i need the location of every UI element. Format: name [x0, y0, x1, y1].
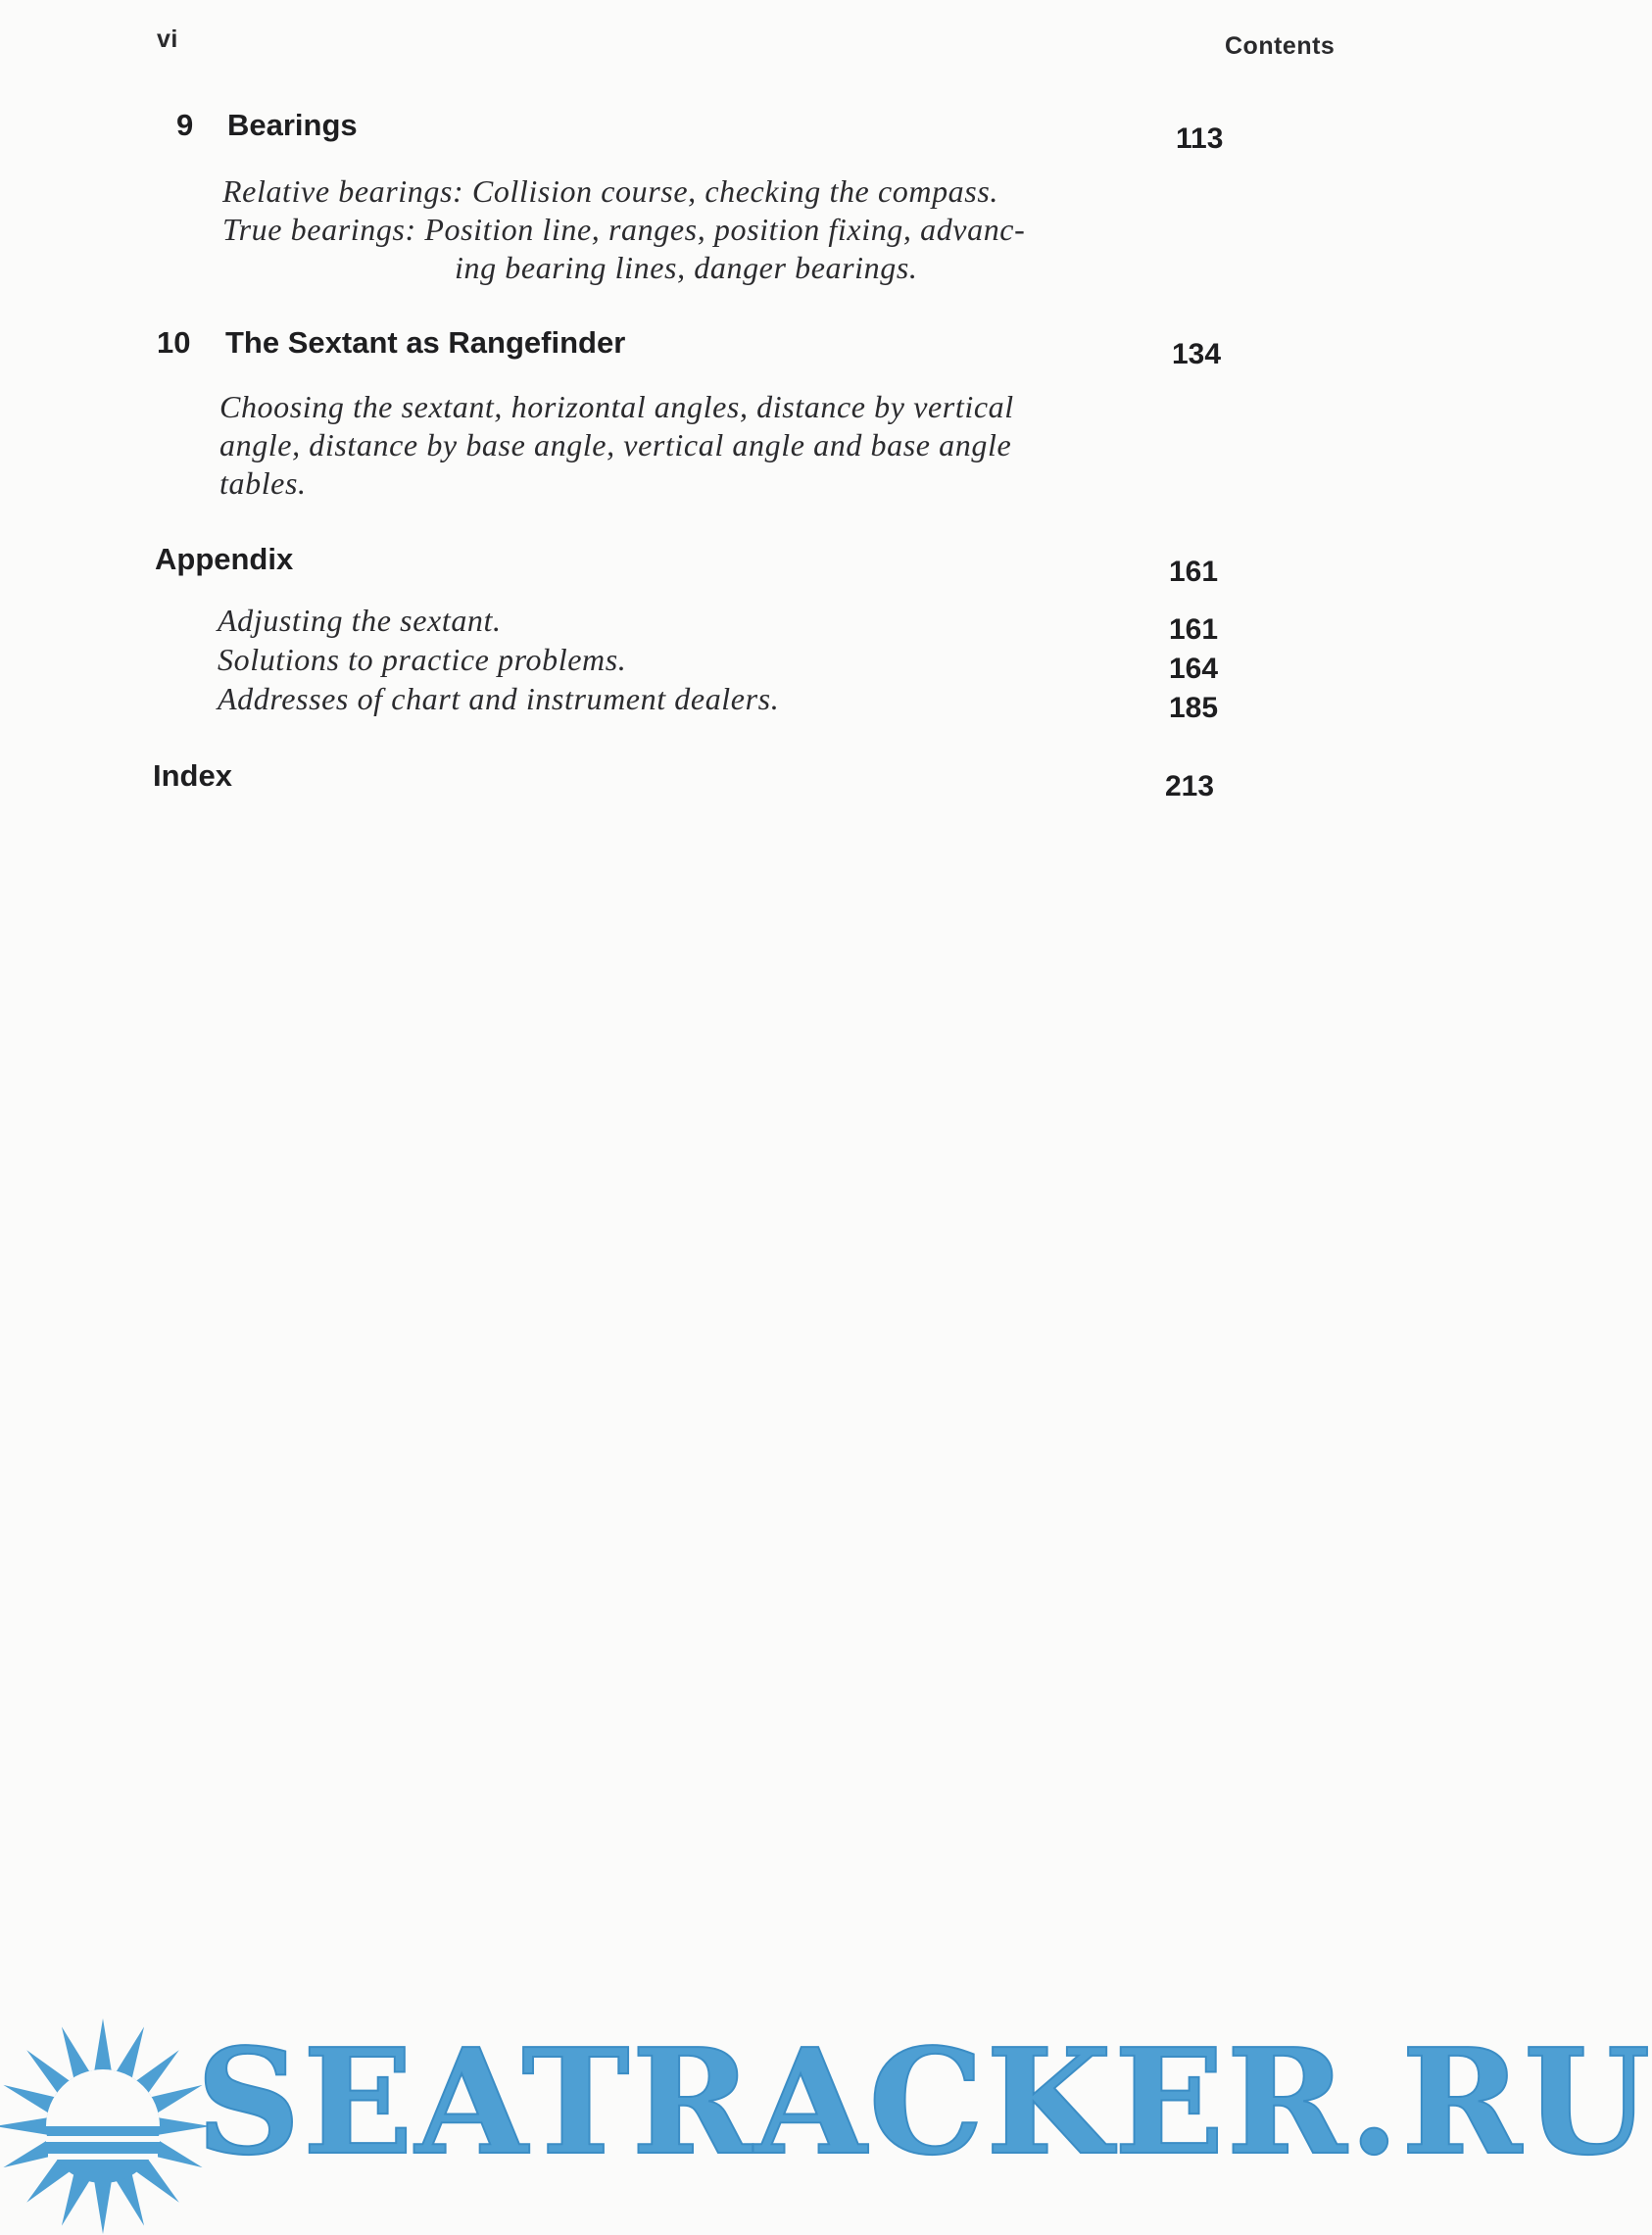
index-page-number: 213 — [1165, 770, 1215, 802]
appendix-item-page-number: 161 — [1169, 613, 1219, 646]
running-head-title: Contents — [1225, 32, 1336, 60]
appendix-page-number: 161 — [1169, 556, 1219, 588]
chapter-9-heading — [176, 108, 358, 143]
appendix-heading: Appendix — [155, 542, 294, 576]
appendix-item-page-number: 185 — [1169, 692, 1219, 724]
chapter-10-page-number: 134 — [1172, 338, 1222, 370]
appendix-item-page-number: 164 — [1169, 653, 1219, 685]
chapter-10-description — [219, 388, 1014, 503]
description-line: angle, distance by base angle, vertical angle and base angle — [219, 427, 1012, 462]
chapter-9-page-number: 113 — [1176, 122, 1224, 155]
index-heading: Index — [153, 758, 232, 793]
appendix-item: Addresses of chart and instrument dealers. — [218, 681, 780, 716]
appendix-item: Adjusting the sextant. — [218, 603, 502, 638]
description-line: tables. — [219, 465, 307, 501]
page-folio: vi — [157, 25, 178, 53]
chapter-number: 9 — [176, 108, 194, 142]
description-line: Choosing the sextant, horizontal angles, distance by vertical — [219, 389, 1014, 424]
watermark-text: SEATRACKER.RU — [196, 2016, 1652, 2187]
chapter-number: 10 — [157, 325, 191, 360]
description-line: ing bearing lines, danger bearings. — [455, 250, 918, 285]
description-line: True bearings: Position line, ranges, position fixing, advanc- — [222, 212, 1026, 247]
chapter-title: Bearings — [227, 108, 358, 142]
appendix-item: Solutions to practice problems. — [218, 642, 627, 677]
description-line: Relative bearings: Collision course, checking the compass. — [222, 173, 998, 209]
chapter-title: The Sextant as Rangefinder — [225, 325, 626, 360]
chapter-10-heading — [157, 325, 625, 361]
chapter-9-description — [222, 172, 1025, 287]
